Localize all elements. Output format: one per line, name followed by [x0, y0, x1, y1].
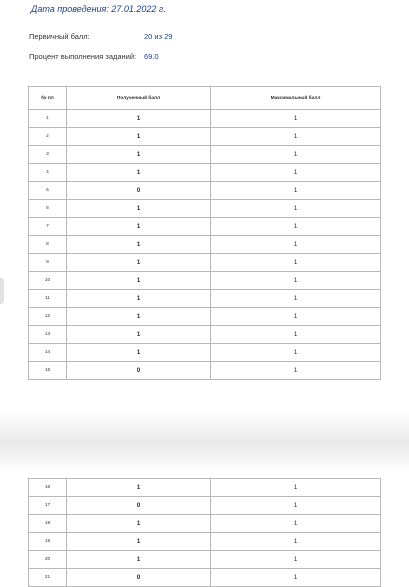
task-number-cell: 8: [29, 236, 67, 254]
received-score-cell: 1: [67, 146, 211, 164]
max-score-cell: 1: [211, 272, 381, 290]
received-score-cell: 0: [67, 497, 211, 515]
table-row: [29, 146, 381, 164]
task-number-cell: 2: [29, 128, 67, 146]
max-score-cell: 1: [211, 236, 381, 254]
received-score-cell: 1: [67, 551, 211, 569]
table-row: [29, 110, 381, 128]
table-header-row: [29, 87, 381, 110]
task-number-cell: 14: [29, 344, 67, 362]
table-row: [29, 533, 381, 551]
max-score-cell: 1: [211, 362, 381, 380]
table-row: [29, 308, 381, 326]
completion-percent-value: 69.0: [144, 52, 159, 61]
max-score-cell: 1: [211, 146, 381, 164]
table-row: [29, 254, 381, 272]
task-number-cell: 10: [29, 272, 67, 290]
max-score-cell: 1: [211, 200, 381, 218]
task-number-cell: 3: [29, 146, 67, 164]
received-score-cell: 0: [67, 569, 211, 587]
scroll-edge-marker: [0, 278, 4, 304]
primary-score-row: [29, 32, 172, 41]
column-header-maximum: Максимальный балл: [211, 87, 381, 110]
table-row: [29, 128, 381, 146]
received-score-cell: 1: [67, 236, 211, 254]
max-score-cell: 1: [211, 515, 381, 533]
table-row: [29, 200, 381, 218]
task-number-cell: 20: [29, 551, 67, 569]
received-score-cell: 1: [67, 326, 211, 344]
received-score-cell: 0: [67, 182, 211, 200]
task-number-cell: 16: [29, 479, 67, 497]
max-score-cell: 1: [211, 128, 381, 146]
completion-percent-row: [29, 52, 159, 61]
task-number-cell: 7: [29, 218, 67, 236]
received-score-cell: 1: [67, 308, 211, 326]
received-score-cell: 0: [67, 362, 211, 380]
max-score-cell: 1: [211, 344, 381, 362]
table-row: [29, 569, 381, 587]
task-number-cell: 1: [29, 110, 67, 128]
max-score-cell: 1: [211, 164, 381, 182]
task-number-cell: 21: [29, 569, 67, 587]
table-row: [29, 515, 381, 533]
table-row: [29, 236, 381, 254]
table-row: [29, 551, 381, 569]
max-score-cell: 1: [211, 326, 381, 344]
max-score-cell: 1: [211, 110, 381, 128]
table-row: [29, 290, 381, 308]
completion-percent-label: Процент выполнения заданий:: [29, 52, 137, 61]
received-score-cell: 1: [67, 254, 211, 272]
max-score-cell: 1: [211, 182, 381, 200]
table-row: [29, 344, 381, 362]
task-number-cell: 9: [29, 254, 67, 272]
table-row: [29, 326, 381, 344]
received-score-cell: 1: [67, 533, 211, 551]
column-header-number: № пп: [29, 87, 67, 110]
max-score-cell: 1: [211, 569, 381, 587]
max-score-cell: 1: [211, 551, 381, 569]
scores-table-body: [29, 110, 381, 380]
task-number-cell: 11: [29, 290, 67, 308]
received-score-cell: 1: [67, 218, 211, 236]
table-row: [29, 182, 381, 200]
task-number-cell: 17: [29, 497, 67, 515]
table-row: [29, 164, 381, 182]
exam-date: Дата проведения: 27.01.2022 г.: [31, 4, 166, 14]
received-score-cell: 1: [67, 272, 211, 290]
received-score-cell: 1: [67, 200, 211, 218]
page-separator: [0, 412, 409, 472]
task-number-cell: 4: [29, 164, 67, 182]
received-score-cell: 1: [67, 110, 211, 128]
task-number-cell: 5: [29, 182, 67, 200]
task-number-cell: 19: [29, 533, 67, 551]
received-score-cell: 1: [67, 479, 211, 497]
max-score-cell: 1: [211, 533, 381, 551]
received-score-cell: 1: [67, 128, 211, 146]
max-score-cell: 1: [211, 308, 381, 326]
max-score-cell: 1: [211, 479, 381, 497]
task-number-cell: 6: [29, 200, 67, 218]
table-row: [29, 218, 381, 236]
received-score-cell: 1: [67, 290, 211, 308]
received-score-cell: 1: [67, 344, 211, 362]
max-score-cell: 1: [211, 497, 381, 515]
scores-table-page-2: [28, 478, 381, 587]
scores-table-body: [29, 479, 381, 587]
max-score-cell: 1: [211, 254, 381, 272]
max-score-cell: 1: [211, 290, 381, 308]
column-header-received: Полученный балл: [67, 87, 211, 110]
task-number-cell: 12: [29, 308, 67, 326]
table-row: [29, 479, 381, 497]
primary-score-label: Первичный балл:: [29, 32, 90, 41]
received-score-cell: 1: [67, 164, 211, 182]
received-score-cell: 1: [67, 515, 211, 533]
max-score-cell: 1: [211, 218, 381, 236]
table-row: [29, 362, 381, 380]
task-number-cell: 15: [29, 362, 67, 380]
scores-table-page-1: [28, 86, 381, 380]
task-number-cell: 18: [29, 515, 67, 533]
primary-score-value: 20 из 29: [144, 32, 173, 41]
table-row: [29, 272, 381, 290]
table-row: [29, 497, 381, 515]
task-number-cell: 13: [29, 326, 67, 344]
